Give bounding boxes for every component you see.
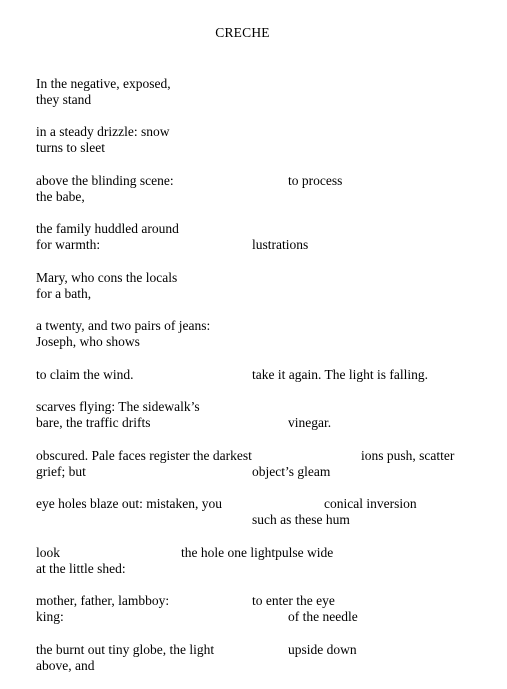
line-left-column: in a steady drizzle: snow	[36, 124, 170, 139]
line-left-column: above the blinding scene:	[36, 173, 174, 188]
line-left-column: scarves flying: The sidewalk’s	[36, 399, 200, 414]
line-left-column: they stand	[36, 92, 92, 107]
line-right-column: ions push, scatter	[361, 448, 455, 463]
line-left-column: turns to sleet	[36, 140, 105, 155]
line-left-column: a twenty, and two pairs of jeans:	[36, 318, 211, 333]
line-right-column: of the needle	[288, 609, 358, 624]
line-left-column: above, and	[36, 658, 95, 673]
line-middle-column: object’s gleam	[252, 464, 331, 479]
line-right-column: to process	[288, 173, 343, 188]
line-left-column: In the negative, exposed,	[36, 76, 171, 91]
line-left-column: bare, the traffic drifts	[36, 415, 151, 430]
line-left-column: the burnt out tiny globe, the light	[36, 642, 215, 657]
line-middle-column: lustrations	[252, 237, 309, 252]
line-left-column: grief; but	[36, 464, 86, 479]
poem-title: CRECHE	[215, 25, 270, 40]
line-right-column: vinegar.	[288, 415, 332, 430]
line-left-column: king:	[36, 609, 64, 624]
line-left-column: mother, father, lambboy:	[36, 593, 170, 608]
line-middle-column: the hole one lightpulse wide	[181, 545, 334, 560]
line-left-column: for a bath,	[36, 286, 92, 301]
line-left-column: Joseph, who shows	[36, 334, 140, 349]
line-left-column: the babe,	[36, 189, 85, 204]
line-left-column: Mary, who cons the locals	[36, 270, 178, 285]
line-left-column: look	[36, 545, 61, 560]
line-middle-column: such as these hum	[252, 512, 350, 527]
line-left-column: at the little shed:	[36, 561, 126, 576]
line-middle-column: to enter the eye	[252, 593, 335, 608]
line-left-column: the family huddled around	[36, 221, 179, 236]
line-left-column: obscured. Pale faces register the darkest	[36, 448, 252, 463]
line-left-column: for warmth:	[36, 237, 101, 252]
line-right-column: upside down	[288, 642, 357, 657]
line-right-column: conical inversion	[324, 496, 417, 511]
line-middle-column: take it again. The light is falling.	[252, 367, 428, 382]
line-left-column: eye holes blaze out: mistaken, you	[36, 496, 222, 511]
line-left-column: to claim the wind.	[36, 367, 134, 382]
